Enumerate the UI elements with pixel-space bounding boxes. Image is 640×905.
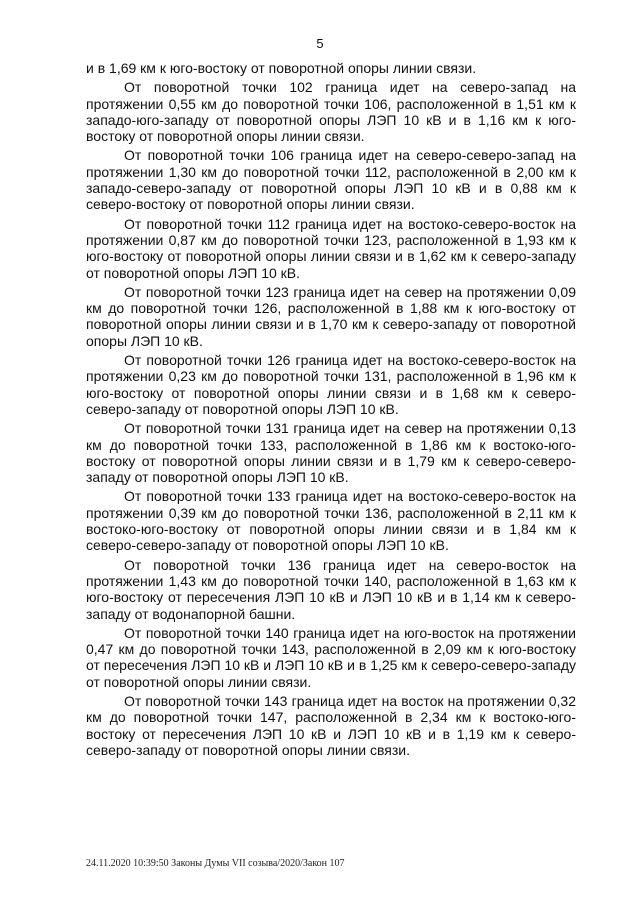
document-body bbox=[86, 60, 576, 761]
paragraph: От поворотной точки 140 граница идет на юго-восток на протяжении 0,47 км до поворотной точки 143, расположенной в 2,09 км к юго-востоку от пересечения ЛЭП 10 кВ и ЛЭП 10 кВ и в 1,25 км к северо-северо-западу от поворотной опоры линии связи. bbox=[86, 624, 576, 690]
paragraph: и в 1,69 км к юго-востоку от поворотной опоры линии связи. bbox=[86, 60, 477, 76]
paragraph: От поворотной точки 126 граница идет на востоко-северо-восток на протяжении 0,23 км до поворотной точки 131, расположенной в 1,96 км к юго-востоку от поворотной опоры линии связи и в 1,68 км к северо-северо-западу от поворотной опоры ЛЭП 10 кВ. bbox=[86, 352, 576, 417]
paragraph: От поворотной точки 131 граница идет на север на протяжении 0,13 км до поворотной точки 133, расположенной в 1,86 км к востоко-юго-востоку от поворотной опоры линии связи и в 1,79 км к северо-северо-западу от поворотной опоры ЛЭП 10 кВ. bbox=[86, 420, 576, 486]
paragraph: От поворотной точки 102 граница идет на северо-запад на протяжении 0,55 км до поворотной точки 106, расположенной в 1,51 км к западо-юго-западу от поворотной опоры ЛЭП 10 кВ и в 1,16 км к юго-востоку от поворотной опоры линии связи. bbox=[86, 79, 576, 145]
paragraph: От поворотной точки 123 граница идет на север на протяжении 0,09 км до поворотной точки 126, расположенной в 1,88 км к юго-востоку от поворотной опоры линии связи и в 1,70 км к северо-западу от поворотной опоры ЛЭП 10 кВ. bbox=[86, 283, 576, 349]
document-footer: 24.11.2020 10:39:50 Законы Думы VII созыва/2020/Закон 107 bbox=[86, 858, 345, 869]
paragraph: От поворотной точки 143 граница идет на восток на протяжении 0,32 км до поворотной точки 147, расположенной в 2,34 км к востоко-юго-востоку от пересечения ЛЭП 10 кВ и ЛЭП 10 кВ и в 1,19 км к северо-северо-западу от поворотной опоры линии связи. bbox=[86, 692, 576, 758]
paragraph: От поворотной точки 133 граница идет на востоко-северо-восток на протяжении 0,39 км до поворотной точки 136, расположенной в 2,11 км к востоко-юго-востоку от поворотной опоры линии связи и в 1,84 км к северо-северо-западу от поворотной опоры ЛЭП 10 кВ. bbox=[86, 488, 576, 554]
paragraph: От поворотной точки 106 граница идет на северо-северо-запад на протяжении 1,30 км до поворотной точки 112, расположенной в 2,00 км к западо-северо-западу от поворотной опоры ЛЭП 10 кВ и в 0,88 км к северо-востоку от поворотной опоры линии связи. bbox=[86, 147, 576, 213]
paragraph: От поворотной точки 112 граница идет на востоко-северо-восток на протяжении 0,87 км до поворотной точки 123, расположенной в 1,93 км к юго-востоку от поворотной опоры линии связи и в 1,62 км к северо-западу от поворотной опоры ЛЭП 10 кВ. bbox=[86, 215, 576, 281]
page-number: 5 bbox=[316, 36, 324, 51]
paragraph: От поворотной точки 136 граница идет на северо-восток на протяжении 1,43 км до поворотной точки 140, расположенной в 1,63 км к юго-востоку от пересечения ЛЭП 10 кВ и ЛЭП 10 кВ и в 1,14 км к северо-западу от водонапорной башни. bbox=[86, 556, 576, 622]
